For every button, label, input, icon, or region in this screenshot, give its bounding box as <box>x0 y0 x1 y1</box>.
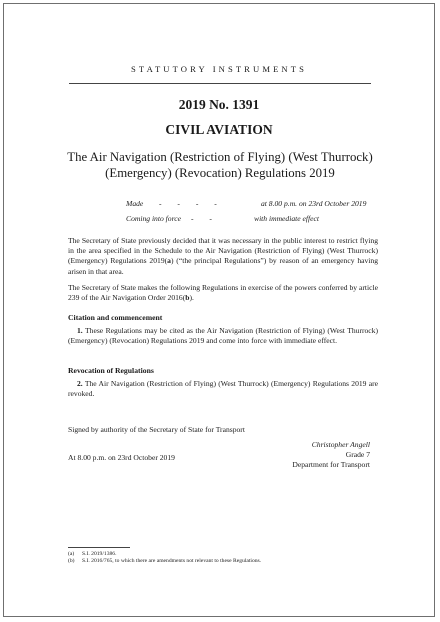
coming-into-force-value: with immediate effect <box>254 214 319 223</box>
footnote-ref-a[interactable]: a <box>167 256 171 266</box>
preamble-paragraph-2 <box>68 283 378 303</box>
document-page <box>3 3 435 617</box>
made-label: Made <box>126 199 144 208</box>
coming-into-force-row <box>4 214 434 226</box>
made-row <box>4 199 434 211</box>
made-value: at 8.00 p.m. on 23rd October 2019 <box>261 199 367 208</box>
regulation-1-number: 1. <box>77 326 83 335</box>
made-dashes: - - - - <box>159 199 224 208</box>
regulation-2-text: The Air Navigation (Restriction of Flying) (West Thurrock) (Emergency) Regulations 2019 are revoked. <box>68 379 378 399</box>
footnote-rule <box>68 547 130 548</box>
footnote-a-mark: (a) <box>68 551 75 557</box>
signatory-department: Department for Transport <box>292 460 370 470</box>
preamble-paragraph-1 <box>68 236 378 277</box>
subject-heading: CIVIL AVIATION <box>165 122 273 137</box>
footnote-b-text: S.I. 2016/765, to which there are amendments not relevant to these Regulations. <box>82 558 262 564</box>
preamble-p2-text: The Secretary of State makes the following Regulations in exercise of the powers conferred by article 239 of the Air Navigation Order 2016( <box>68 283 378 303</box>
footnote-a-text: S.I. 2019/1386. <box>82 551 117 557</box>
preamble-p1-text-end: ) (“the principal Regulations”) by reason of an emergency having arisen in that area. <box>68 256 379 276</box>
footnote-b-mark: (b) <box>68 558 75 564</box>
si-number: 2019 No. 1391 <box>178 97 260 112</box>
signatory-grade: Grade 7 <box>345 450 370 460</box>
section-heading-revocation: Revocation of Regulations <box>68 366 154 375</box>
preamble-p2-text-end: ). <box>189 293 194 303</box>
footnote-a <box>68 551 117 557</box>
footnote-b <box>68 558 261 564</box>
preamble-p1-text: The Secretary of State previously decided that it was necessary in the public interest to restrict flying in the area specified in the Schedule to the Air Navigation (Restriction of Flying) (West Thurrock) (Emergency) Regulations 2019( <box>68 236 378 266</box>
coming-into-force-label: Coming into force <box>126 214 181 223</box>
section-heading-citation: Citation and commencement <box>68 313 163 322</box>
regulation-2-number: 2. <box>77 379 83 388</box>
regulation-1-text: These Regulations may be cited as the Air Navigation (Restriction of Flying) (West Thurrock) (Emergency) (Revocation) Regulations 2019 and come into force with immediate effect. <box>68 326 378 346</box>
series-heading: STATUTORY INSTRUMENTS <box>131 64 307 74</box>
signature-date: At 8.00 p.m. on 23rd October 2019 <box>68 453 175 462</box>
footnote-ref-b[interactable]: b <box>185 293 190 303</box>
regulation-1 <box>68 326 378 346</box>
regulation-2 <box>68 379 378 399</box>
signature-block <box>292 440 370 471</box>
signatory-name: Christopher Angell <box>311 440 370 449</box>
signed-by-line: Signed by authority of the Secretary of State for Transport <box>68 425 245 434</box>
header-rule <box>69 83 371 84</box>
document-title: The Air Navigation (Restriction of Flying) (West Thurrock) (Emergency) (Revocation) Regulations 2019 <box>67 150 373 180</box>
coming-into-force-dashes: - - <box>191 214 219 223</box>
